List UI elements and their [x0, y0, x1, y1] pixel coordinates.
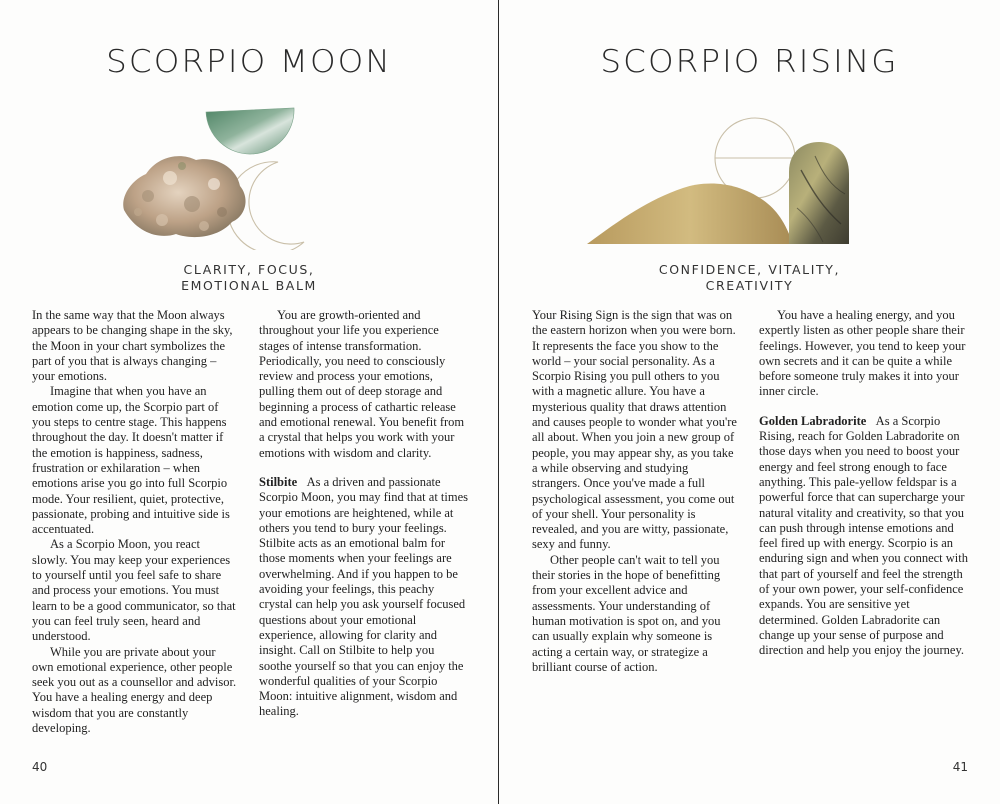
paragraph: In the same way that the Moon always appears to be changing shape in the sky, the Moon in your chart symbolizes the part of you that is always changing – your emotions.	[32, 308, 233, 384]
paragraph: You are growth-oriented and throughout your life you experience stages of intense transformation. Periodically, you need to consciously review and process your emotions, pulling them out of deep storage and beginning a process of cathartic release and emotional renewal. You benefit from a crystal that helps you work with your emotions with wisdom and clarity.	[259, 308, 465, 460]
keywords-line-2: CREATIVITY	[705, 278, 794, 293]
crystal-name-stilbite: Stilbite	[259, 474, 298, 489]
right-page-column-1	[532, 308, 738, 675]
crystal-text: As a Scorpio Rising, reach for Golden Labradorite on those days when you need to boost your energy and feel strong enough to face anything. This pale-yellow feldspar is a powerful force that can supercharge your natural vitality and creativity, so that you can push through intense emotions and feel fired up with energy. Scorpio is an enduring sign and when you connect with that part of yourself and feel the strength of your own power, your self-confidence expands. You are sensitive yet determined. Golden Labradorite can change up your sense of purpose and direction and help you enjoy the journey.	[759, 413, 968, 658]
right-page-column-2	[759, 308, 969, 659]
keywords-line-1: CLARITY, FOCUS,	[183, 262, 315, 277]
keywords-scorpio-rising	[499, 262, 1000, 294]
right-page	[499, 0, 1000, 804]
stilbite-crystal	[123, 156, 245, 237]
paragraph: As a Scorpio Moon, you react slowly. You may keep your experiences to yourself until you feel safe to share and process your emotions. You must learn to be a good communicator, so that you can feel truly seen, heard and understood.	[32, 537, 236, 644]
keywords-line-2: EMOTIONAL BALM	[181, 278, 317, 293]
green-half-disc	[206, 108, 294, 154]
sand-hill	[587, 184, 793, 244]
left-page	[0, 0, 499, 804]
page-number: 41	[952, 760, 968, 774]
crystal-paragraph	[759, 414, 969, 659]
page-title-scorpio-moon: SCORPIO MOON	[106, 44, 392, 80]
keywords-scorpio-moon	[0, 262, 498, 294]
paragraph: You have a healing energy, and you expertly listen as other people share their feelings. However, you tend to keep your own secrets and it can be quite a while before someone truly makes it into your inner circle.	[759, 308, 966, 399]
paragraph: Imagine that when you have an emotion come up, the Scorpio part of you steps to centre stage. This happens throughout the day. It doesn't matter if the emotion is happiness, sadness, frustration or exhilaration – when emotions arise you go into full Scorpio mode. Your resilient, quiet, protective, passionate, probing and intuitive side is accentuated.	[32, 384, 230, 537]
left-page-column-1	[32, 308, 238, 736]
paragraph: Your Rising Sign is the sign that was on the eastern horizon when you were born. It represents the face you show to the world – your social personality. As a Scorpio Rising you pull others to you with a magnetic allure. You have a mysterious quality that draws attention and causes people to wonder what you're all about. When you join a new group of people, you may appear shy, as you take a while observing and studying strangers. Once you've made a full psychological assessment, you come out of your shell. Your personality is revealed, and you are witty, passionate, sexy and funny.	[532, 308, 737, 552]
crystal-paragraph	[259, 475, 469, 720]
crystal-text: As a driven and passionate Scorpio Moon, you may find that at times your emotions are heightened, while at others you tend to bury your feelings. Stilbite acts as an emotional balm for those moments when your feelings are overwhelming. And if you happen to be avoiding your feelings, this peachy crystal can help you ask yourself focused questions about your emotional experience, allowing for clarity and insight. Call on Stilbite to help you soothe yourself so that you can enjoy the wonderful qualities of your Scorpio Moon: intuitive alignment, wisdom and healing.	[259, 474, 469, 719]
crystal-name-golden-labradorite: Golden Labradorite	[759, 413, 867, 428]
page-number: 40	[32, 760, 48, 774]
keywords-line-1: CONFIDENCE, VITALITY,	[658, 262, 841, 277]
scorpio-moon-illustration	[118, 100, 318, 250]
left-page-column-2	[259, 308, 469, 720]
scorpio-rising-illustration	[587, 112, 867, 252]
page-title-scorpio-rising: SCORPIO RISING	[600, 44, 899, 80]
paragraph: While you are private about your own emotional experience, other people seek you out as a counsellor and advisor. You have a healing energy and deep wisdom that you are constantly developing.	[32, 644, 237, 736]
golden-labradorite-stone	[789, 142, 849, 244]
paragraph: Other people can't wait to tell you their stories in the hope of benefitting from your excellent advice and assessments. Your understanding of human motivation is spot on, and you can usually explain why someone is acting a certain way, or strategize a brilliant course of action.	[532, 552, 721, 674]
